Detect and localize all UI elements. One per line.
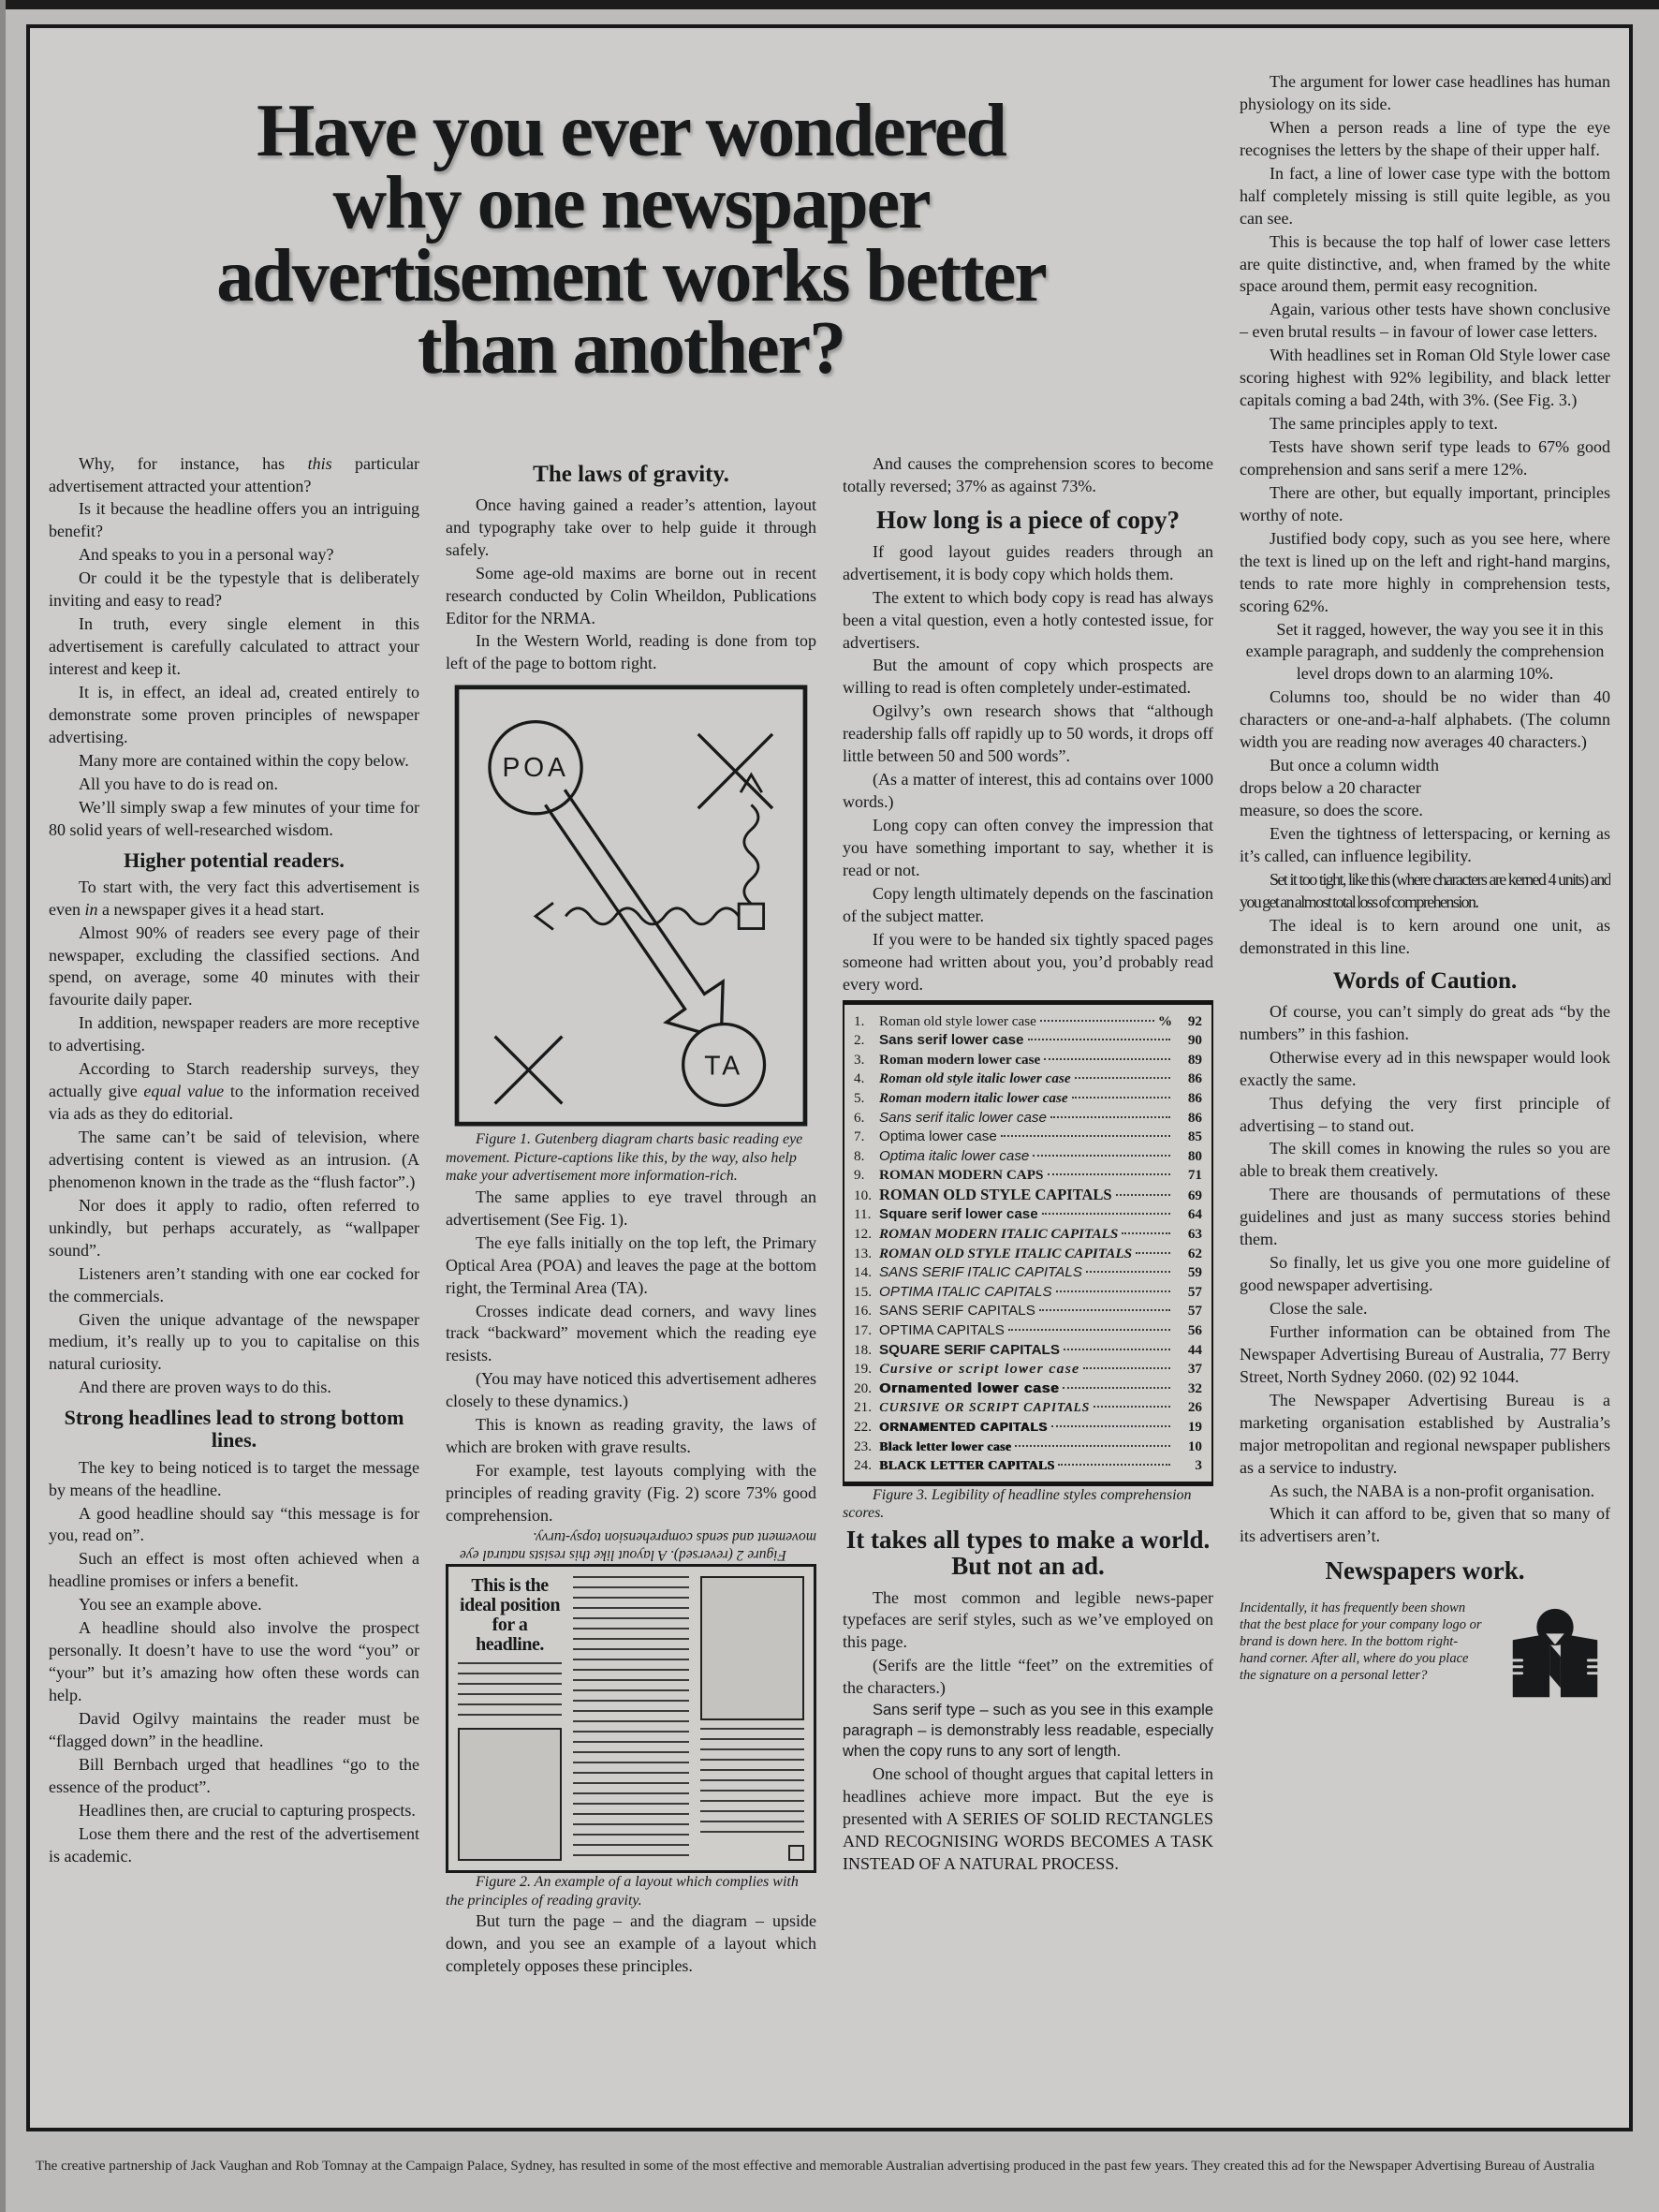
paragraph: Lose them there and the rest of the advertisement is academic. (49, 1823, 419, 1865)
paragraph: We’ll simply swap a few minutes of your time for 80 solid years of well-researched wisdom. (49, 797, 419, 839)
paragraph: In addition, newspaper readers are more receptive to advertising. (49, 1013, 419, 1055)
headline-line: Have you ever wondered (257, 89, 1006, 172)
paragraph: In truth, every single element in this advertisement is carefully calculated to attract your interest and keep it. (49, 614, 419, 678)
dead-corner-cross-bottom-left (495, 1037, 563, 1104)
main-headline (49, 90, 1213, 403)
table-row: 12. ROMAN MODERN ITALIC CAPITALS 63 (854, 1226, 1202, 1243)
backward-arrowhead-left (536, 903, 553, 929)
paragraph: So finally, let us give you one more guideline of good newspaper advertising. (1240, 1253, 1610, 1295)
naba-n-logo (1500, 1600, 1610, 1710)
figure3-caption: Figure 3. Legibility of headline styles comprehension scores. (843, 1486, 1192, 1522)
half-missing-demo-paragraph: In fact, a line of lower case type with the bottom half completely missing is still quite legible, as you can see. (1240, 163, 1610, 228)
paragraph: Some age-old maxims are borne out in recent research conducted by Colin Wheildon, Publications Editor for the NRMA. (446, 563, 816, 627)
paragraph: Even the tightness of letterspacing, or kerning as it’s called, can influence legibility. (1240, 823, 1610, 865)
signature-block (1240, 1600, 1610, 1710)
column-1 (49, 453, 419, 2116)
paragraph: Crosses indicate dead corners, and wavy lines track “backward” movement which the reading eye resists. (446, 1301, 816, 1365)
wavy-square-marker (739, 904, 763, 928)
paragraph: For example, test layouts complying with the principles of reading gravity (Fig. 2) score 73% good comprehension. (446, 1461, 816, 1525)
paragraph: Justified body copy, such as you see here, where the text is lined up on the left and right-hand margins, tends to rate more highly in comprehension tests, scoring 62%. (1240, 528, 1610, 615)
ragged-example-paragraph: Set it ragged, however, the way you see it in this example paragraph, and suddenly the comprehension level drops down to an alarming 10%. (1245, 619, 1605, 684)
paragraph: Close the sale. (1270, 1299, 1368, 1318)
paragraph: Otherwise every ad in this newspaper would look exactly the same. (1240, 1047, 1610, 1089)
paragraph: This is because the top half of lower case letters are quite distinctive, and, when framed by the white space around them, permit easy recognition. (1240, 231, 1610, 296)
paragraph: If you were to be handed six tightly spaced pages someone had written about you, you’d probably read every word. (843, 929, 1213, 994)
paragraph: There are thousands of permutations of these guidelines and just as many success stories behind them. (1240, 1185, 1610, 1249)
paragraph: Copy length ultimately depends on the fascination of the subject matter. (843, 883, 1213, 925)
paragraph: But the amount of copy which prospects are willing to read is often completely under-estimated. (843, 656, 1213, 698)
sans-serif-example-paragraph: Sans serif type – such as you see in this example paragraph – is demonstrably less readable, especially when the copy runs to any sort of length. (843, 1702, 1213, 1761)
section-heading-how-long: How long is a piece of copy? (876, 506, 1180, 535)
ad-border-frame (26, 24, 1633, 2131)
paragraph: The extent to which body copy is read has always been a vital question, even a hotly contested issue, for advertisers. (843, 587, 1213, 652)
paragraph: Of course, you can’t simply do great ads “by the numbers” in this fashion. (1240, 1001, 1610, 1043)
fig2-headline: This is the ideal position for a headline. (460, 1575, 560, 1656)
figure2-inverted-caption: Figure 2 (reversed). A layout like this resists natural eye movement and sends comprehension topsy-turvy. (460, 1529, 816, 1564)
paragraph: Is it because the headline offers you an intriguing benefit? (49, 499, 419, 541)
backward-arrowhead-up (741, 775, 762, 793)
paragraph: The same principles apply to text. (1270, 414, 1498, 434)
table-row: 4. Roman old style italic lower case 86 (854, 1070, 1202, 1087)
table-row: 3. Roman modern lower case 89 (854, 1051, 1202, 1068)
fig2-middle-column (573, 1576, 689, 1861)
paragraph: Ogilvy’s own research shows that “although readership falls off rapidly up to 50 words, it drops off little between 50 and 500 words”. (843, 701, 1213, 766)
ta-label: TA (704, 1051, 743, 1082)
table-row: 2. Sans serif lower case 90 (854, 1032, 1202, 1049)
table-row: 24. BLACK LETTER CAPITALS 3 (854, 1457, 1202, 1474)
paragraph: If good layout guides readers through an advertisement, it is body copy which holds them. (843, 541, 1213, 583)
paragraph: Headlines then, are crucial to capturing prospects. (79, 1800, 416, 1820)
paragraph: (As a matter of interest, this ad contains over 1000 words.) (843, 770, 1213, 812)
paragraph: As such, the NABA is a non-profit organisation. (1270, 1481, 1595, 1500)
table-row: 8. Optima italic lower case 80 (854, 1147, 1202, 1164)
ad-content (49, 39, 1610, 2116)
paragraph: The Newspaper Advertising Bureau is a marketing organisation established by Australia’s major metropolitan and regional newspaper publishers as a service to industry. (1240, 1390, 1610, 1477)
tight-kerning-example-paragraph: Set it too tight, like this (where characters are kerned 4 units) and you get an almost total loss of comprehension. (1240, 869, 1610, 911)
paragraph: According to Starch readership surveys, they actually give equal value to the information received via ads as they do editorial. (49, 1059, 419, 1124)
paragraph: Many more are contained within the copy below. (79, 750, 409, 770)
gutenberg-diagram-figure (446, 685, 816, 1127)
logo-placement-note: Incidentally, it has frequently been shown that the best place for your company logo or brand is down here. In the bottom right-hand corner. After all, where do you place the signature on a personal letter? (1240, 1600, 1482, 1684)
table-row: 5. Roman modern italic lower case 86 (854, 1089, 1202, 1106)
paragraph: A headline should also involve the prospect personally. It doesn’t have to use the word “you” or “your” but it’s amazing how often these words can help. (49, 1618, 419, 1704)
fig2-text-lines (573, 1576, 689, 1861)
paragraph: Columns too, should be no wider than 40 characters or one-and-a-half alphabets. (The column width you are reading now averages 40 characters.) (1240, 687, 1610, 752)
figure2-caption: Figure 2. An example of a layout which complies with the principles of reading gravity. (446, 1874, 799, 1909)
table-row: 7. Optima lower case 85 (854, 1128, 1202, 1145)
logo-n-diagonal (1549, 1644, 1561, 1688)
paragraph: One school of thought argues that capital letters in headlines achieve more impact. But the eye is presented with A SERIES OF SOLID RECTANGLES AND RECOGNISING WORDS BECOMES A TASK INSTEAD OF A NATURAL PROCESS. (843, 1764, 1213, 1873)
column-4 (1240, 39, 1610, 2116)
paragraph: The ideal is to kern around one unit, as demonstrated in this line. (1240, 915, 1610, 957)
paragraph: Bill Bernbach urged that headlines “go to the essence of the product”. (49, 1754, 419, 1796)
headline-line: advertisement works better (216, 234, 1046, 317)
reading-gravity-arrow (545, 790, 723, 1039)
paragraph: The eye falls initially on the top left, the Primary Optical Area (POA) and leaves the page at the bottom right, the Terminal Area (TA). (446, 1232, 816, 1297)
fig2-image-block (458, 1728, 562, 1861)
fig2-text-lines (458, 1662, 562, 1720)
legibility-table (843, 1000, 1213, 1486)
paragraph: The most common and legible news-paper typefaces are serif styles, such as we’ve employed on this page. (843, 1587, 1213, 1652)
paragraph: And there are proven ways to do this. (79, 1378, 331, 1397)
fig2-text-lines (700, 1728, 804, 1839)
table-row: 23. Black letter lower case 10 (854, 1438, 1202, 1454)
paragraph: You see an example above. (79, 1595, 262, 1615)
paragraph: Again, various other tests have shown conclusive – even brutal results – in favour of lower case letters. (1240, 300, 1610, 342)
paragraph: Why, for instance, has this particular advertisement attracted your attention? (49, 453, 419, 495)
paragraph: The same can’t be said of television, where advertising content is viewed as an intrusion. (A phenomenon known in the trade as the “flush factor”.) (49, 1128, 419, 1191)
paragraph: Long copy can often convey the impression that you have something important to say, whether it is read or not. (843, 816, 1213, 879)
paragraph: Or could it be the typestyle that is deliberately inviting and easy to read? (49, 568, 419, 611)
paragraph: And speaks to you in a personal way? (79, 545, 334, 565)
paragraph: To start with, the very fact this advertisement is even in a newspaper gives it a head start. (49, 877, 419, 919)
paragraph: But turn the page – and the diagram – upside down, and you see an example of a layout which completely opposes these principles. (446, 1911, 816, 1976)
table-row: 20. Ornamented lower case 32 (854, 1379, 1202, 1396)
fig2-left-column (458, 1576, 562, 1861)
paragraph: Such an effect is most often achieved when a headline promises or infers a benefit. (49, 1549, 419, 1591)
paragraph: The skill comes in knowing the rules so you are able to break them creatively. (1240, 1139, 1610, 1181)
paragraph: Almost 90% of readers see every page of their newspaper, excluding the classified sections. And spend, on average, some 40 minutes with their favourite daily paper. (49, 922, 419, 1010)
paragraph: Further information can be obtained from The Newspaper Advertising Bureau of Australia, 77 Berry Street, North Sydney 2060. (02) 92 1044. (1240, 1321, 1610, 1386)
table-row: 18. SQUARE SERIF CAPITALS 44 (854, 1341, 1202, 1358)
figure1-caption: Figure 1. Gutenberg diagram charts basic reading eye movement. Picture-captions like this, by the way, also help make your advertisement more information-rich. (446, 1131, 803, 1185)
table-row: 14. SANS SERIF ITALIC CAPITALS 59 (854, 1264, 1202, 1281)
paragraph: The same applies to eye travel through an advertisement (See Fig. 1). (446, 1187, 816, 1229)
table-row: 19. Cursive or script lower case 37 (854, 1361, 1202, 1378)
paragraph: With headlines set in Roman Old Style lower case scoring highest with 92% legibility, and black letter capitals coming a bad 24th, with 3%. (See Fig. 3.) (1240, 346, 1610, 410)
paragraph: This is known as reading gravity, the laws of which are broken with grave results. (446, 1415, 816, 1457)
paragraph: And causes the comprehension scores to become totally reversed; 37% as against 73%. (843, 453, 1213, 495)
section-heading-laws-of-gravity: The laws of gravity. (533, 461, 729, 487)
section-heading-higher-potential-readers: Higher potential readers. (124, 848, 345, 872)
paragraph: When a person reads a line of type the eye recognises the letters by the shape of their upper half. (1240, 117, 1610, 159)
backward-wavy-vertical (744, 805, 758, 905)
table-row: 16. SANS SERIF CAPITALS 57 (854, 1303, 1202, 1320)
paragraph: (Serifs are the little “feet” on the extremities of the characters.) (843, 1656, 1213, 1698)
column-3 (843, 453, 1213, 2116)
gutenberg-diagram (446, 685, 816, 1127)
table-row: 6. Sans serif italic lower case 86 (854, 1109, 1202, 1126)
section-heading-words-of-caution: Words of Caution. (1332, 967, 1518, 994)
table-row: 17. OPTIMA CAPITALS 56 (854, 1322, 1202, 1339)
headline-line: why one newspaper (332, 162, 930, 245)
paragraph: Which it can afford to be, given that so many of its advertisers aren’t. (1240, 1504, 1610, 1546)
paragraph: Once having gained a reader’s attention, layout and typography take over to help guide it through safely. (446, 494, 816, 559)
column-2 (446, 453, 816, 2116)
table-row: 21. CURSIVE OR SCRIPT CAPITALS 26 (854, 1399, 1202, 1416)
reading-gravity-layout-figure (446, 1564, 816, 1873)
paragraph: The key to being noticed is to target the message by means of the headline. (49, 1457, 419, 1499)
paragraph: (You may have noticed this advertisement adheres closely to these dynamics.) (446, 1369, 816, 1411)
paragraph: In the Western World, reading is done from top left of the page to bottom right. (446, 631, 816, 673)
table-row: 22. ORNAMENTED CAPITALS 19 (854, 1419, 1202, 1435)
paragraph: A good headline should say “this message is for you, read on”. (49, 1503, 419, 1545)
half-cut-text: bottom half completely missing (1240, 163, 1610, 205)
paragraph: There are other, but equally important, principles worthy of note. (1240, 482, 1610, 524)
paragraph: Thus defying the very first principle of advertising – to stand out. (1240, 1093, 1610, 1135)
paragraph: Listeners aren’t standing with one ear cocked for the commercials. (49, 1263, 419, 1305)
footer-credit-line: The creative partnership of Jack Vaughan and Rob Tomnay at the Campaign Palace, Sydney, has resulted in some of the most effective and memorable Australian advertising produced in the past few years. They created this ad for the Newspaper Advertising Bureau of Australia (36, 2159, 1595, 2174)
paragraph: All you have to do is read on. (79, 774, 278, 793)
table-row: 13. ROMAN OLD STYLE ITALIC CAPITALS 62 (854, 1245, 1202, 1261)
narrow-column-example-paragraph: But once a column width drops below a 20 character measure, so does the score. (1240, 756, 1439, 819)
section-heading-it-takes-all-types: It takes all types to make a world. But not an ad. (845, 1525, 1211, 1581)
fig2-right-column (700, 1576, 804, 1861)
table-row: 1. Roman old style lower case % 92 (854, 1012, 1202, 1029)
paragraph: The argument for lower case headlines has human physiology on its side. (1240, 72, 1610, 113)
dead-corner-cross-top-right (698, 734, 772, 808)
table-row: 10. ROMAN OLD STYLE CAPITALS 69 (854, 1185, 1202, 1203)
headline-line: than another? (417, 307, 845, 391)
section-heading-strong-headlines: Strong headlines lead to strong bottom lines. (64, 1406, 404, 1453)
fig2-image-block (700, 1576, 804, 1720)
table-row: 11. Square serif lower case 64 (854, 1206, 1202, 1223)
paragraph: Given the unique advantage of the newspaper medium, it’s really up to you to capitalise on this natural curiosity. (49, 1309, 419, 1374)
paragraph: David Ogilvy maintains the reader must be “flagged down” in the headline. (49, 1708, 419, 1750)
paragraph: Tests have shown serif type leads to 67% good comprehension and sans serif a mere 12%. (1240, 437, 1610, 479)
table-row: 9. ROMAN MODERN CAPS 71 (854, 1167, 1202, 1184)
fig2-logo-square (788, 1845, 804, 1861)
section-heading-newspapers-work: Newspapers work. (1325, 1556, 1525, 1585)
table-row: 15. OPTIMA ITALIC CAPITALS 57 (854, 1283, 1202, 1300)
paragraph: It is, in effect, an ideal ad, created entirely to demonstrate some proven principles of newspaper advertising. (49, 682, 419, 746)
poa-label: POA (502, 753, 569, 784)
paragraph: Nor does it apply to radio, often referred to unkindly, but perhaps accurately, as “wallpaper sound”. (49, 1195, 419, 1260)
